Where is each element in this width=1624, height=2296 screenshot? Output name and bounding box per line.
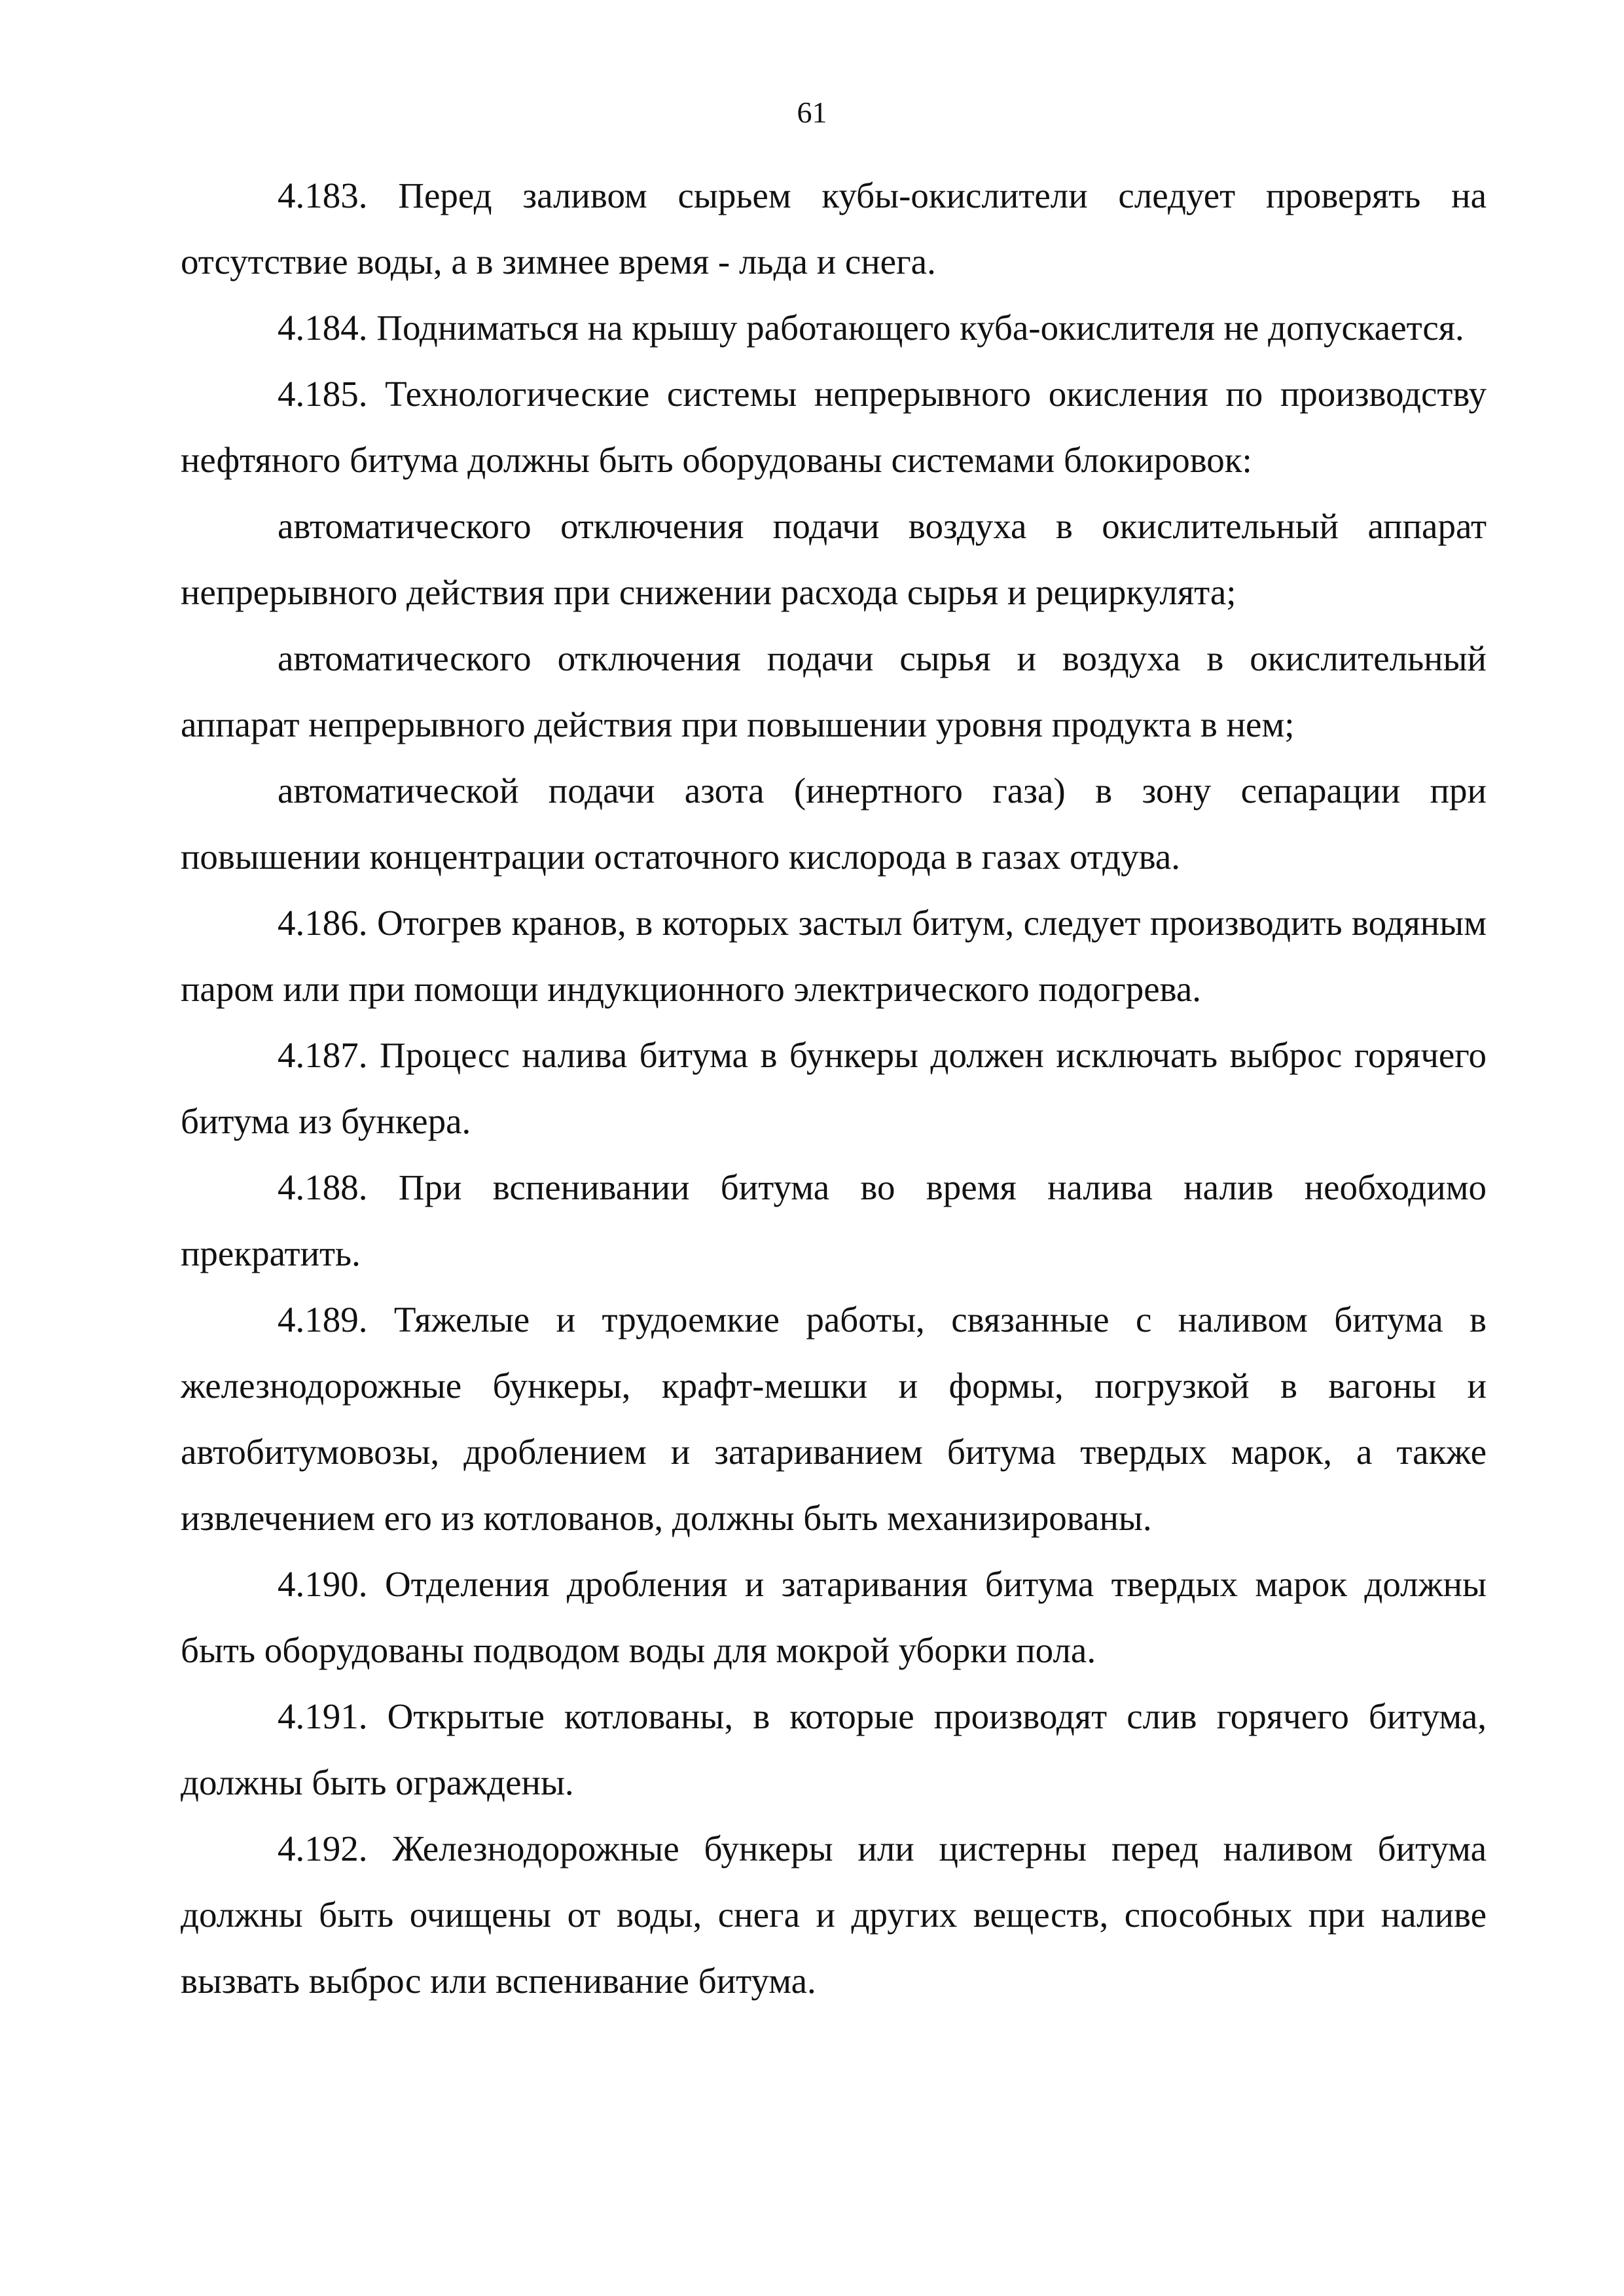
paragraph-4-188: 4.188. При вспенивании битума во время налива налив необходимо прекратить.	[181, 1167, 1487, 1273]
paragraph-4-183: 4.183. Перед заливом сырьем кубы-окислители следует проверять на отсутствие воды, а в зимнее время - льда и снега.	[181, 175, 1487, 282]
paragraph-4-192: 4.192. Железнодорожные бункеры или цистерны перед наливом битума должны быть очищены от воды, снега и других веществ, способных при наливе вызвать выброс или вспенивание битума.	[181, 1829, 1487, 2001]
paragraph-4-187: 4.187. Процесс налива битума в бункеры должен исключать выброс горячего битума из бункера.	[181, 1035, 1487, 1141]
document-body	[181, 162, 1487, 2014]
paragraph-4-190: 4.190. Отделения дробления и затаривания битума твердых марок должны быть оборудованы подводом воды для мокрой уборки пола.	[181, 1564, 1487, 1670]
list-item-feed-air-shutoff: автоматического отключения подачи сырья и воздуха в окислительный аппарат непрерывного действия при повышении уровня продукта в нем;	[181, 638, 1487, 744]
paragraph-4-189: 4.189. Тяжелые и трудоемкие работы, связанные с наливом битума в железнодорожные бункеры, крафт-мешки и формы, погрузкой в вагоны и автобитумовозы, дроблением и затариванием битума твердых марок, а также извлечением его из котлованов, должны быть механизированы.	[181, 1300, 1487, 1538]
page-number: 61	[797, 96, 827, 129]
paragraph-4-185: 4.185. Технологические системы непрерывного окисления по производству нефтяного битума должны быть оборудованы системами блокировок:	[181, 374, 1487, 480]
paragraph-4-191: 4.191. Открытые котлованы, в которые производят слив горячего битума, должны быть ограждены.	[181, 1696, 1487, 1802]
paragraph-4-186: 4.186. Отогрев кранов, в которых застыл битум, следует производить водяным паром или при помощи индукционного электрического подогрева.	[181, 903, 1487, 1009]
list-item-nitrogen-supply: автоматической подачи азота (инертного газа) в зону сепарации при повышении концентрации остаточного кислорода в газах отдува.	[181, 771, 1487, 877]
list-item-air-shutoff: автоматического отключения подачи воздуха в окислительный аппарат непрерывного действия при снижении расхода сырья и рециркулята;	[181, 506, 1487, 612]
paragraph-4-184: 4.184. Подниматься на крышу работающего куба-окислителя не допускается.	[278, 308, 1464, 348]
